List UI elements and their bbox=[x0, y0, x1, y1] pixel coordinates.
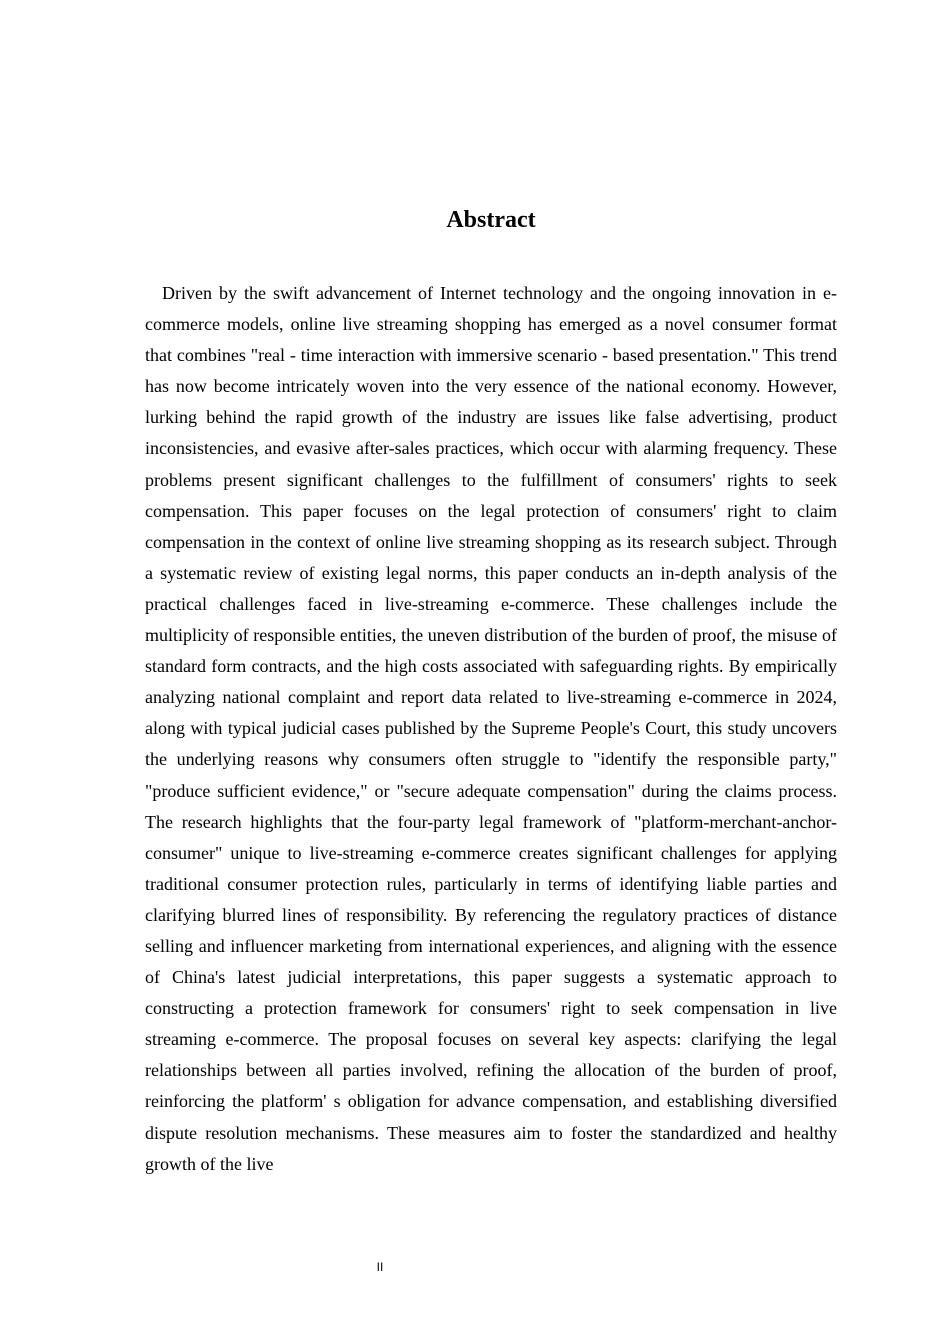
page-number: II bbox=[376, 1260, 384, 1274]
abstract-body: Driven by the swift advancement of Internet technology and the ongoing innovation in e-commerce models, online live streaming shopping has emerged as a novel consumer format that combines "real - time interaction with immersive scenario - based presentation." This trend has now become intricately woven into the very essence of the national economy. However, lurking behind the rapid growth of the industry are issues like false advertising, product inconsistencies, and evasive after-sales practices, which occur with alarming frequency. These problems present significant challenges to the fulfillment of consumers' rights to seek compensation. This paper focuses on the legal protection of consumers' right to claim compensation in the context of online live streaming shopping as its research subject. Through a systematic review of existing legal norms, this paper conducts an in-depth analysis of the practical challenges faced in live-streaming e-commerce. These challenges include the multiplicity of responsible entities, the uneven distribution of the burden of proof, the misuse of standard form contracts, and the high costs associated with safeguarding rights. By empirically analyzing national complaint and report data related to live-streaming e-commerce in 2024, along with typical judicial cases published by the Supreme People's Court, this study uncovers the underlying reasons why consumers often struggle to "identify the responsible party," "produce sufficient evidence," or "secure adequate compensation" during the claims process. The research highlights that the four-party legal framework of "platform-merchant-anchor-consumer" unique to live-streaming e-commerce creates significant challenges for applying traditional consumer protection rules, particularly in terms of identifying liable parties and clarifying blurred lines of responsibility. By referencing the regulatory practices of distance selling and influencer marketing from international experiences, and aligning with the essence of China's latest judicial interpretations, this paper suggests a systematic approach to constructing a protection framework for consumers' right to seek compensation in live streaming e-commerce. The proposal focuses on several key aspects: clarifying the legal relationships between all parties involved, refining the allocation of the burden of proof, reinforcing the platform' s obligation for advance compensation, and establishing diversified dispute resolution mechanisms. These measures aim to foster the standardized and healthy growth of the live bbox=[145, 283, 837, 1174]
abstract-title: Abstract bbox=[446, 207, 536, 233]
